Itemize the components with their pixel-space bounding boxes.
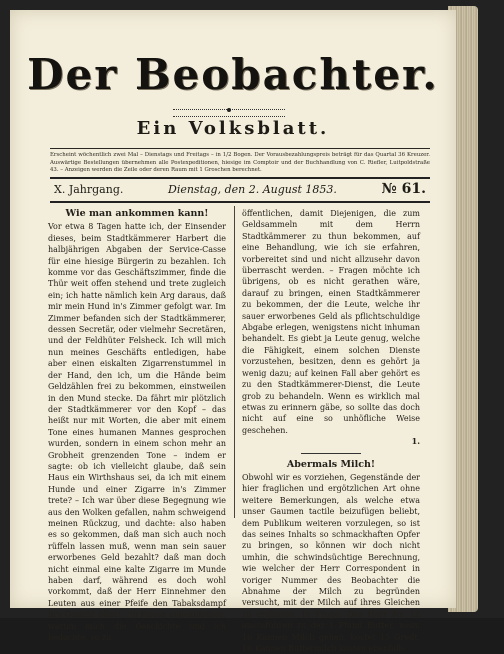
column-divider [234, 206, 235, 518]
masthead-title: Der Beobachter. [27, 50, 439, 99]
second-article-body: Obwohl wir es vorziehen, Gegenstände der hier fraglichen und ergötzlichen Art ohne weitere Bemerkungen, als welche etwa unser Gaumen tactile beizufügen beliebt, dem Publikum weiteren vorzulegen, so ist das seines Inhalts so schmackhaften Opfer zu bringen, so können wir doch nicht umhin, die schwindsüchtige Berechnung, wie welcher der Herr Correspondent in voriger Nummer des Beobachter die Abnahme der Milch zu begründen versucht, mit der Milch auf ihres Gleichen zu ergänzen. In Frage: Der Herr Nr. 12 auszuführen zu der 1 Pfund Butter, wozu 10 Kannen Milch gehen, kostet 15 Gredt. 10 Kannen Buttermilch kosten ebenfalls [242, 472, 420, 654]
masthead-ornament [173, 109, 285, 117]
second-article-title: Abermals Milch! [286, 458, 376, 470]
issue-number: № 61. [381, 181, 426, 197]
article-body-continued: öffentlichen, damit Diejenigen, die zum Geldsammeln mit dem Herrn Stadtkämmerer zu thun bekommen, auf eine Behandlung, wie ich sie erfahren, vorbereitet sind und nicht allzusehr davon überrascht werden. – Fragen möchte ich übrigens, ob es nicht gerathen wäre, darauf zu bringen, einen Stadtkämmerer zu bekommen, der die Leute, welche ihr sauer erworbenes Geld als pflichtschuldige Abgabe erlegen, wenigstens nicht inhuman behandelt. Es giebt ja Leute genug, welche die Fähigkeit, einem solchen Dienste vorzustehen, besitzen, denn es gehört ja wenig dazu; auf keinen Fall aber gehört es zu den Stadtkämmerer-Dienst, die Leute grob zu behandeln. Wenn es wirklich mal etwas zu erinnern gäbe, so sollte das doch nicht auf eine so unhöfliche Weise geschehen. [242, 209, 420, 435]
ornament-dot [227, 108, 231, 112]
newspaper-page [10, 10, 456, 654]
article-body: Vor etwa 8 Tagen hatte ich, der Einsender dieses, beim Stadtkämmerer Harbert die halbjährigen Abgaben der Service-Casse für eine hiesige Bürgerin zu bezahlen. Ich komme vor das Geschäftszimmer, finde die Thür weit offen stehend und trete zugleich ein; ich hatte nämlich kein Arg daraus, daß mir mein Hund in's Zimmer gefolgt war. Im Zimmer befanden sich der Stadtkämmerer, dessen Secretär, oder vielmehr Secretären, und der Feldhüter Felsheck. Ich will mich nun meines Geschäfts entledigen, habe aber einen eiskalten Zigarrenstummel in der Hand, den ich, um die Hände beim Geldzählen frei zu bekommen, einstweilen in den Mund stecke. Da fährt mir plötzlich der Stadtkämmerer vor den Kopf – das heißt nur mit Worten, die aber mit einem Tone eines humanen Mannes gesprochen wurden, sondern in einem schon mehr an Grobheit grenzenden Tone – indem er sagte: ob ich vielleicht glaube, daß sein Haus ein Wirthshaus sei, da ich mit einem Hunde und einer Zigarre in's Zimmer trete? – Ich war über diese Begegnung wie aus den Wolken gefallen, nahm schweigend meinen Rückzug, und dachte: also haben es so gekommen, daß man sich auch noch rüffeln lassen muß, wenn man sein sauer erworbenes Geld bezahlt? daß man doch nicht einmal eine kalte Zigarre im Munde haben darf, während es doch wohl vorkommt, daß der Herr Einnehmer den Leuten aus einer Pfeife den Tabaksdampf in's Gesicht bläst! – In Hause angekommen, warum mich die Geschichte und ich bedachte, so zu [48, 222, 226, 643]
article-signature: 1. [411, 436, 420, 447]
issue-bar [50, 177, 430, 203]
issue-volume: X. Jahrgang. [54, 183, 124, 196]
masthead-subtitle: Ein Volksblatt. [136, 118, 330, 139]
right-column [242, 208, 420, 654]
section-rule [301, 453, 361, 454]
publication-notice: Erscheint wöchentlich zwei Mal – Dienstags und Freitags – in 1/2 Bogen. Der Vorausbezahlungspreis beträgt für das Quartal 36 Kreuzer. Auswärtige Bestellungen übernehmen alle Postexpeditionen, hiesige im Comptoir und der Buchhandlung von C. Riefler, Luitpoldstraße 43. – Anzeigen werden die Zeile oder deren Raum mit 1 Groschen berechnet. [50, 148, 430, 175]
article-title: Wie man ankommen kann! [65, 208, 209, 219]
issue-date: Dienstag, den 2. August 1853. [168, 183, 337, 196]
left-column [48, 208, 226, 643]
